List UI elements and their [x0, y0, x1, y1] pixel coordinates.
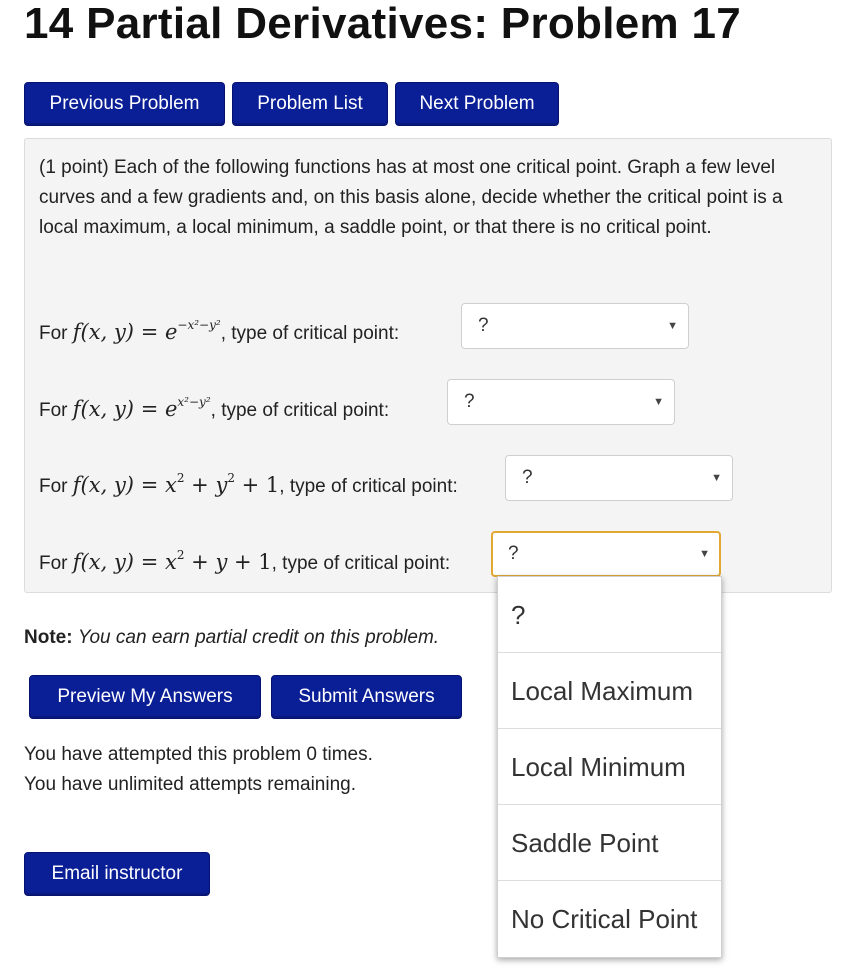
question-suffix: , type of critical point:	[271, 553, 451, 574]
for-label: For	[39, 323, 68, 344]
for-label: For	[39, 476, 68, 497]
problem-panel	[24, 138, 832, 593]
critical-point-select-4[interactable]	[491, 531, 721, 577]
question-row-4	[39, 532, 450, 578]
option-no-critical-point[interactable]: No Critical Point	[511, 904, 698, 934]
select-value: ?	[508, 543, 519, 564]
for-label: For	[39, 553, 68, 574]
option-saddle-point[interactable]: Saddle Point	[498, 805, 721, 881]
select-value: ?	[464, 391, 475, 412]
option-unselected[interactable]: ?	[498, 577, 721, 653]
critical-point-select-1[interactable]	[461, 303, 689, 349]
option-local-maximum[interactable]: Local Maximum	[498, 653, 721, 729]
function-formula-1: f(x, $y) = e^{-x^2-y^2}$	[72, 318, 221, 344]
question-row-1	[39, 302, 399, 348]
function-formula-2: f(x, $y) = e^{x^2-y^2}$	[72, 395, 211, 421]
question-row-3	[39, 455, 458, 501]
function-formula-3: f(x, $y) = x^2 + y^2 + 1$	[72, 471, 280, 497]
page-title: 14 Partial Derivatives: Problem 17	[24, 0, 742, 48]
critical-point-select-2[interactable]	[447, 379, 675, 425]
problem-statement: (1 point) Each of the following functions has at most one critical point. Graph a few level curves and a few gradients and, on this basis alone, decide whether the critical point is a local maximum, a local minimum, a saddle point, or that there is no critical point.	[39, 157, 783, 238]
question-row-2	[39, 379, 389, 425]
select-value: ?	[522, 467, 533, 488]
previous-problem-button[interactable]: Previous Problem	[24, 82, 225, 126]
function-formula-4: f(x, $y) = x^2 + y + 1$	[72, 548, 272, 574]
dropdown-arrow-icon: ▼	[667, 320, 678, 332]
option-local-minimum[interactable]: Local Minimum	[498, 729, 721, 805]
note-text: You can earn partial credit on this problem.	[77, 627, 440, 648]
attempts-count-text: You have attempted this problem 0 times.	[24, 744, 373, 765]
preview-answers-button[interactable]: Preview My Answers	[29, 675, 261, 719]
question-suffix: , type of critical point:	[279, 476, 458, 497]
attempts-remaining-text: You have unlimited attempts remaining.	[24, 774, 356, 795]
question-suffix: , type of critical point:	[220, 323, 400, 344]
dropdown-arrow-icon: ▼	[699, 548, 710, 560]
email-instructor-button[interactable]: Email instructor	[24, 852, 210, 896]
submit-answers-button[interactable]: Submit Answers	[271, 675, 462, 719]
critical-point-select-3[interactable]	[505, 455, 733, 501]
problem-list-button[interactable]: Problem List	[232, 82, 388, 126]
question-suffix: , type of critical point:	[210, 400, 390, 421]
select-value: ?	[478, 315, 489, 336]
for-label: For	[39, 400, 68, 421]
attempts-status	[24, 740, 373, 800]
note-label: Note:	[24, 627, 73, 648]
dropdown-arrow-icon: ▼	[653, 396, 664, 408]
dropdown-arrow-icon: ▼	[711, 472, 722, 484]
partial-credit-note	[24, 624, 439, 652]
critical-point-dropdown-menu	[497, 576, 722, 958]
next-problem-button[interactable]: Next Problem	[395, 82, 559, 126]
